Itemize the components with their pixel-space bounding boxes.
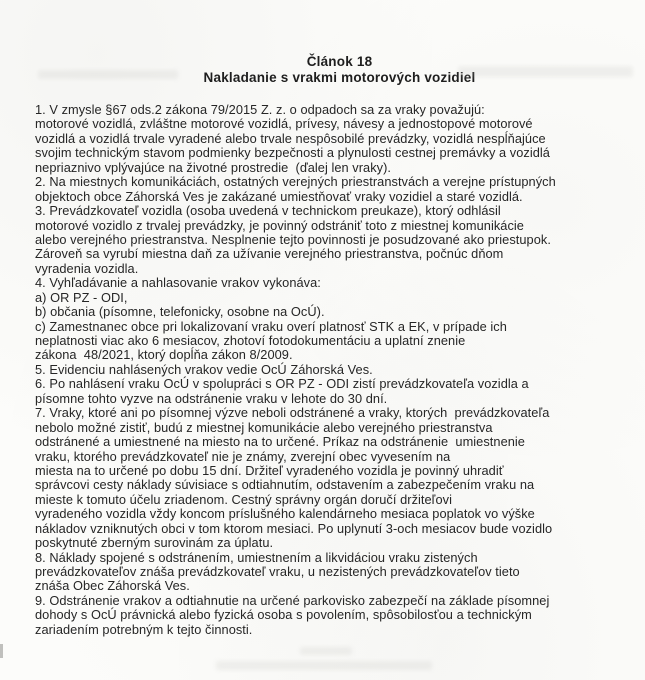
- text-line: b) občania (písomne, telefonicky, osobne na OcÚ).: [35, 304, 325, 320]
- scan-bleed-artifact: [458, 66, 633, 77]
- text-line: 5. Evidenciu nahlásených vrakov vedie OcÚ Záhorská Ves.: [35, 361, 373, 377]
- text-line: poskytnuté zberným surovinám za úplatu.: [35, 535, 274, 551]
- text-line: 1. V zmysle §67 ods.2 zákona 79/2015 Z. z. o odpadoch sa za vraky považujú:: [35, 102, 485, 117]
- text-line: 6. Po nahlásení vraku OcÚ v spolupráci s OR PZ - ODI zistí prevádzkovateľa vozidla a: [35, 376, 529, 392]
- text-line: znáša Obec Záhorská Ves.: [35, 578, 190, 594]
- text-line: vyradeného vozidla vždy koncom príslušného kalendárneho mesiaca poplatok vo výške: [35, 506, 535, 522]
- text-line: dohody s OcÚ právnická alebo fyzická osoba s povolením, spôsobilosťou a technickým: [35, 607, 532, 623]
- text-line: 8. Náklady spojené s odstránením, umiestnením a likvidáciou vraku zistených: [35, 549, 478, 565]
- article-number: Článok 18: [306, 54, 373, 69]
- scan-bleed-artifact: [216, 661, 432, 670]
- scan-edge-artifact: [0, 644, 3, 658]
- text-line: písomne tohto vyzve na odstránenie vraku v lehote do 30 dní.: [35, 390, 388, 406]
- text-line: vyradenia vozidla.: [35, 260, 139, 276]
- text-line: Zároveň sa vyrubí miestna daň za užívanie verejného priestranstva, počnúc dňom: [35, 246, 504, 262]
- text-line: vozidlá a vozidlá trvale vyradené alebo trvale nespôsobilé prevádzky, vozidlá nespĺňajúce: [35, 130, 546, 146]
- text-line: prevádzkovateľov znáša prevádzkovateľ vraku, u nezistených prevádzkovateľov tieto: [35, 564, 520, 579]
- article-title: Nakladanie s vrakmi motorových vozidiel: [203, 69, 476, 85]
- text-line: neplatnosti viac ako 6 mesiacov, zhotoví fotodokumentáciu a uplatní znenie: [35, 333, 466, 348]
- text-line: objektoch obce Záhorská Ves je zakázané umiestňovať vraky vozidiel a staré vozidlá.: [35, 188, 523, 204]
- text-line: nepriaznivo vplývajúce na životné prostredie (ďalej len vraky).: [35, 159, 392, 175]
- text-line: motorové vozidlo z trvalej prevádzky, je povinný odstrániť toto z miestnej komunikácie: [35, 217, 524, 233]
- text-line: 7. Vraky, ktoré ani po písomnej výzve neboli odstránené a vraky, ktorých prevádzkovateľa: [35, 405, 550, 421]
- text-line: mieste k tomuto účelu zriadenom. Cestný správny orgán doručí držiteľovi: [35, 491, 452, 507]
- text-line: vraku, ktorého prevádzkovateľ nie je známy, zverejní obec vyvesením na: [35, 448, 451, 464]
- text-line: motorové vozidlá, zvláštne motorové vozidlá, prívesy, návesy a jednostopové motorové: [35, 116, 533, 132]
- text-line: zariadením potrebným k tejto činnosti.: [35, 621, 253, 637]
- text-line: miesta na to určené po dobu 15 dní. Držiteľ vyradeného vozidla je povinný uhradiť: [35, 462, 504, 478]
- text-line: správcovi cesty náklady súvisiace s odtiahnutím, odstavením a zabezpečením vraku na: [35, 477, 535, 493]
- text-line: nákladov vzniknutých obci v tom ktorom mesiaci. Po uplynutí 3-och mesiacov bude vozidlo: [35, 520, 553, 536]
- text-line: nebolo možné zistiť, budú z miestnej komunikácie alebo verejného priestranstva: [35, 419, 493, 435]
- document-body: [35, 103, 627, 637]
- text-line: 9. Odstránenie vrakov a odtiahnutie na určené parkovisko zabezpečí na základe písomnej: [35, 592, 550, 608]
- text-line: odstránené a umiestnené na miesto na to určené. Príkaz na odstránenie umiestnenie: [35, 434, 525, 450]
- text-line: 4. Vyhľadávanie a nahlasovanie vrakov vykonáva:: [35, 275, 321, 291]
- text-line: c) Zamestnanec obce pri lokalizovaní vraku overí platnosť STK a EK, v prípade ich: [35, 318, 507, 334]
- text-line: 2. Na miestnych komunikáciách, ostatných verejných priestranstvách a verejne prístupných: [35, 174, 556, 190]
- text-line: zákona 48/2021, ktorý dopĺňa zákon 8/2009.: [35, 347, 293, 363]
- text-line: svojim technickým stavom podmienky bezpečnosti a plynulosti cestnej premávky a vozidlá: [35, 145, 550, 161]
- text-line: 3. Prevádzkovateľ vozidla (osoba uvedená v technickom preukaze), ktorý odhlásil: [35, 203, 501, 219]
- text-line: alebo verejného priestranstva. Nesplnenie tejto povinnosti je posudzované ako priestupok.: [35, 231, 551, 247]
- scan-bleed-artifact: [38, 70, 178, 79]
- text-line: a) OR PZ - ODI,: [35, 289, 128, 305]
- scan-bleed-artifact: [300, 647, 352, 655]
